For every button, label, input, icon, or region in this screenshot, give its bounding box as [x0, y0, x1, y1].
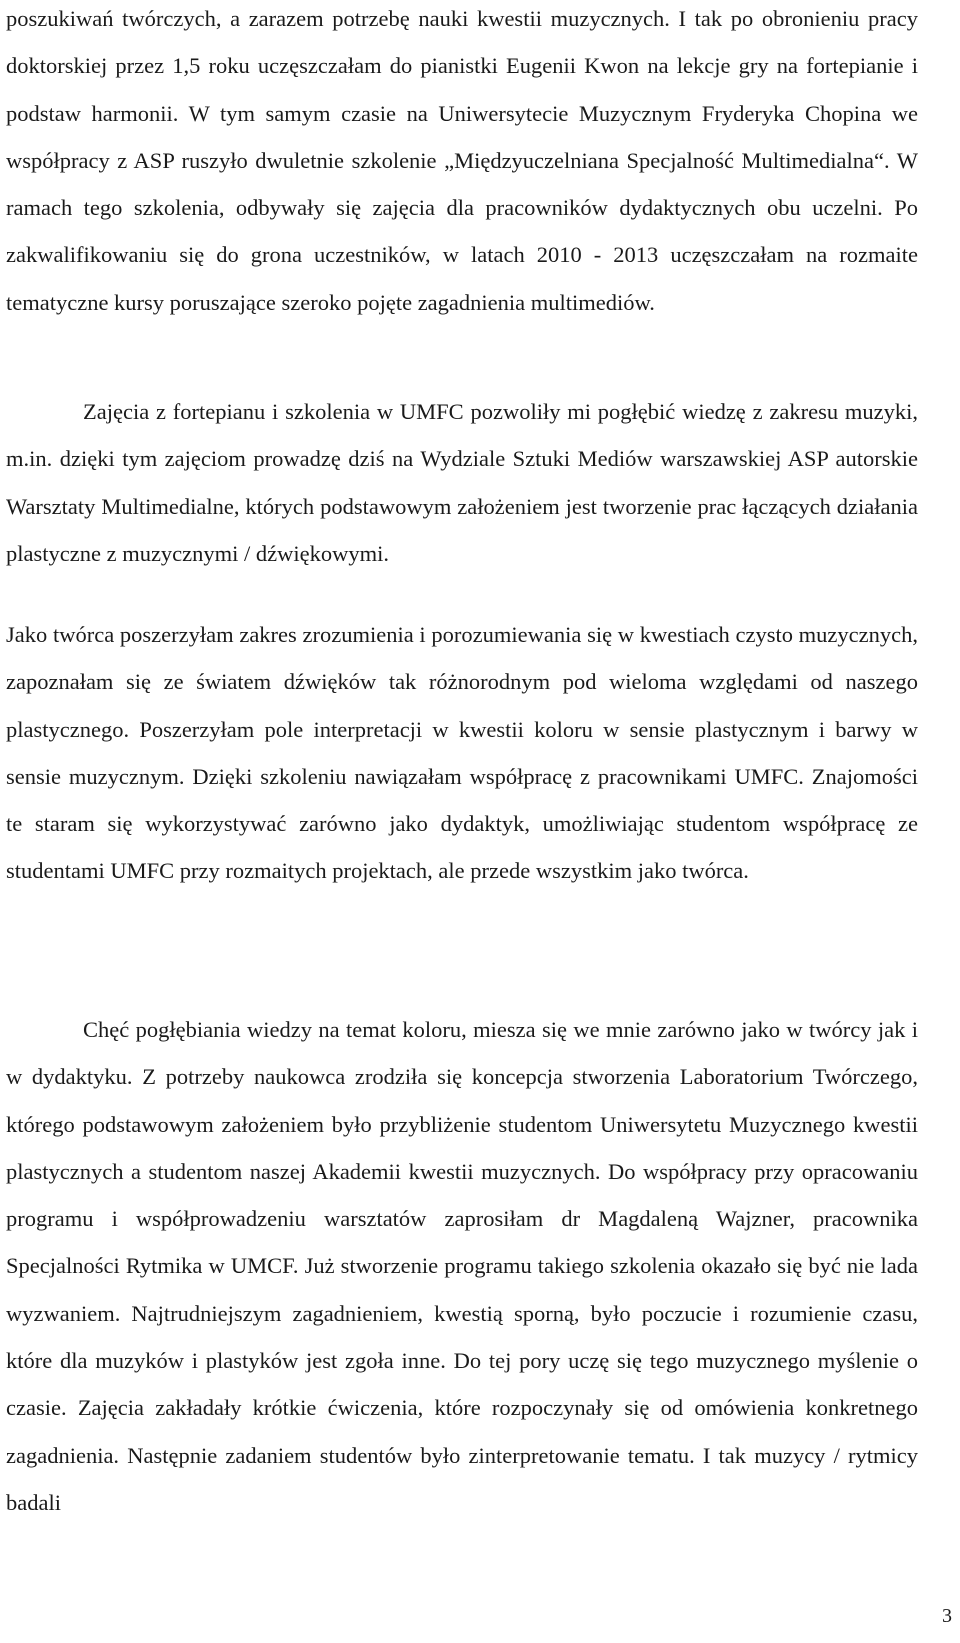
paragraph-4: Chęć pogłębiania wiedzy na temat koloru, miesza się we mnie zarówno jako w twórcy jak i w dydaktyku. Z potrzeby naukowca zrodziła się koncepcja stworzenia Laboratorium Twórczego, którego podstawowym założeniem było przybliżenie studentom Uniwersytetu Muzycznego kwestii plastycznych a studentom naszej Akademii kwestii muzycznych. Do współpracy przy opracowaniu programu i współprowadzeniu warsztatów zaprosiłam dr Magdaleną Wajzner, pracownika Specjalności Rytmika w UMCF. Już stworzenie programu takiego szkolenia okazało się być nie lada wyzwaniem. Najtrudniejszym zagadnieniem, kwestią sporną, było poczucie i rozumienie czasu, które dla muzyków i plastyków jest zgoła inne. Do tej pory uczę się tego muzycznego myślenie o czasie. Zajęcia zakładały krótkie ćwiczenia, które rozpoczynały się od omówienia konkretnego zagadnienia. Następnie zadaniem studentów było zinterpretowanie tematu. I tak muzycy / rytmicy badali [6, 1017, 918, 1515]
paragraph-3: Jako twórca poszerzyłam zakres zrozumienia i porozumiewania się w kwestiach czysto muzycznych, zapoznałam się ze światem dźwięków tak różnorodnym pod wieloma względami od naszego plastycznego. Poszerzyłam pole interpretacji w kwestii koloru w sensie plastycznym i barwy w sensie muzycznym. Dzięki szkoleniu nawiązałam współpracę z pracownikami UMFC. Znajomości te staram się wykorzystywać zarówno jako dydaktyk, umożliwiając studentom współpracę ze studentami UMFC przy rozmaitych projektach, ale przede wszystkim jako twórca. [6, 622, 918, 884]
paragraph-1: poszukiwań twórczych, a zarazem potrzebę nauki kwestii muzycznych. I tak po obronieniu pracy doktorskiej przez 1,5 roku uczęszczałam do pianistki Eugenii Kwon na lekcje gry na fortepianie i podstaw harmonii. W tym samym czasie na Uniwersytecie Muzycznym Fryderyka Chopina we współpracy z ASP ruszyło dwuletnie szkolenie „Międzyuczelniana Specjalność Multimedialna“. W ramach tego szkolenia, odbywały się zajęcia dla pracowników dydaktycznych obu uczelni. Po zakwalifikowaniu się do grona uczestników, w latach 2010 - 2013 uczęszczałam na rozmaite tematyczne kursy poruszające szeroko pojęte zagadnienia multimediów. [6, 6, 918, 315]
page-number: 3 [942, 1605, 952, 1627]
paragraph-2: Zajęcia z fortepianu i szkolenia w UMFC pozwoliły mi pogłębić wiedzę z zakresu muzyki, m.in. dzięki tym zajęciom prowadzę dziś na Wydziale Sztuki Mediów warszawskiej ASP autorskie Warsztaty Multimedialne, których podstawowym założeniem jest tworzenie prac łączących działania plastyczne z muzycznymi / dźwiękowymi. [6, 399, 918, 566]
